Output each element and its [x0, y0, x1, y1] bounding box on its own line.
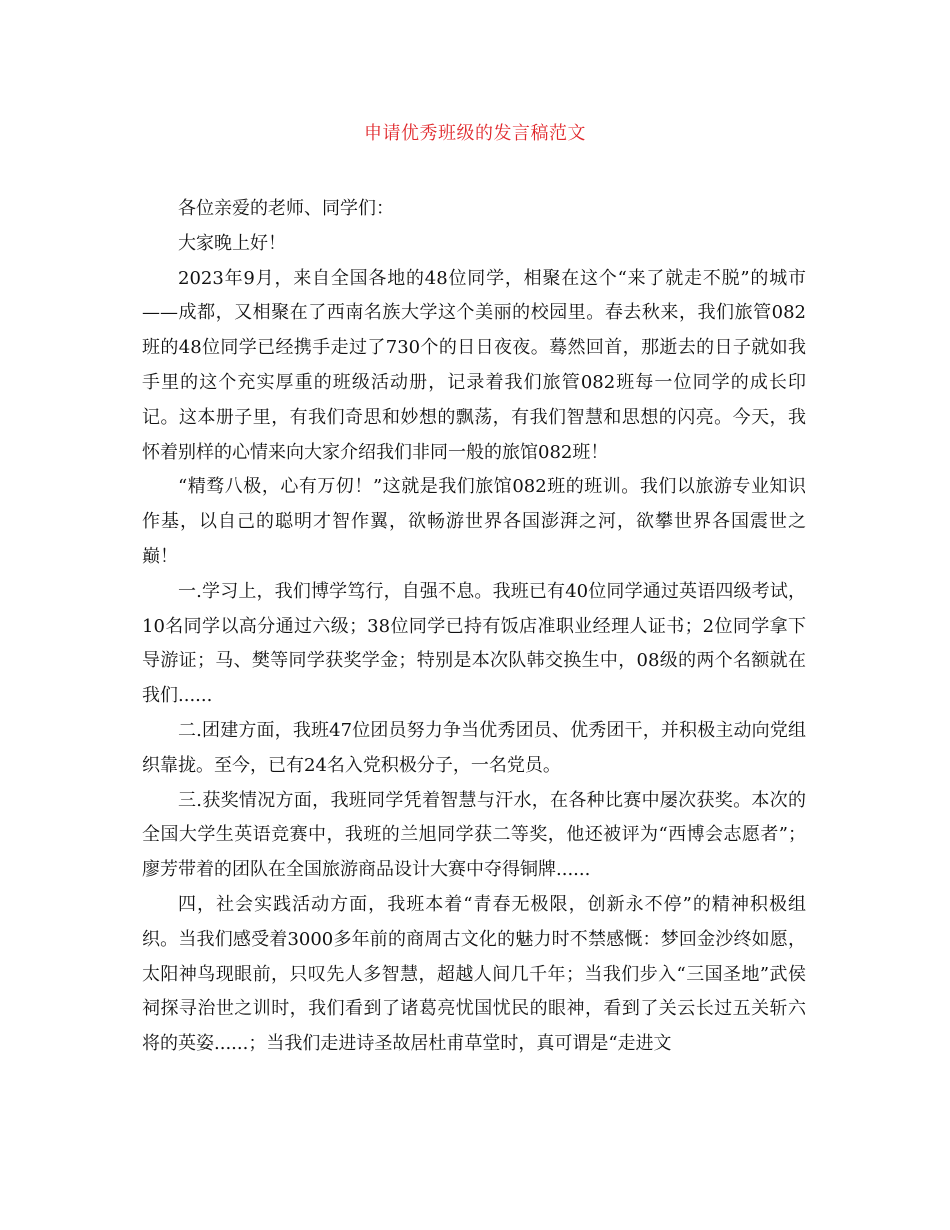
paragraph-league: 二.团建方面，我班47位团员努力争当优秀团员、优秀团干，并积极主动向党组织靠拢。至今，已有24名入党积极分子，一名党员。 [142, 719, 806, 776]
paragraph-motto: “精骛八极，心有万仞！”这就是我们旅馆082班的班训。我们以旅游专业知识作基，以自己的聪明才智作翼，欲畅游世界各国澎湃之河，欲攀世界各国震世之巅！ [142, 476, 806, 567]
document-body [142, 192, 806, 1062]
paragraph-practice: 四，社会实践活动方面，我班本着“青春无极限，创新永不停”的精神积极组织。当我们感受着3000多年前的商周古文化的魅力时不禁感慨：梦回金沙终如愿，太阳神鸟现眼前，只叹先人多智慧，超越人间几千年；当我们步入“三国圣地”武侯祠探寻治世之训时，我们看到了诸葛亮忧国忧民的眼神，看到了关云长过五关斩六将的英姿......；当我们走进诗圣故居杜甫草堂时，真可谓是“走进文 [142, 893, 806, 1055]
paragraph-intro: 2023年9月，来自全国各地的48位同学，相聚在这个“来了就走不脱”的城市——成都，又相聚在了西南名族大学这个美丽的校园里。春去秋来，我们旅管082班的48位同学已经携手走过了730个的日日夜夜。蓦然回首，那逝去的日子就如我手里的这个充实厚重的班级活动册，记录着我们旅管082班每一位同学的成长印记。这本册子里，有我们奇思和妙想的飘荡，有我们智慧和思想的闪亮。今天，我怀着别样的心情来向大家介绍我们非同一般的旅馆082班！ [142, 267, 806, 463]
paragraph-greeting: 大家晚上好！ [178, 232, 286, 254]
paragraph-study: 一.学习上，我们博学笃行，自强不息。我班已有40位同学通过英语四级考试，10名同学以高分通过六级；38位同学已持有饭店准职业经理人证书；2位同学拿下导游证；马、樊等同学获奖学金；特别是本次队韩交换生中，08级的两个名额就在我们...... [142, 580, 806, 707]
document-title: 申请优秀班级的发言稿范文 [364, 123, 586, 144]
paragraph-awards: 三.获奖情况方面，我班同学凭着智慧与汗水，在各种比赛中屡次获奖。本次的全国大学生英语竞赛中，我班的兰旭同学获二等奖，他还被评为“西博会志愿者”；廖芳带着的团队在全国旅游商品设计大赛中夺得铜牌...... [142, 789, 806, 881]
paragraph-salutation: 各位亲爱的老师、同学们： [178, 198, 394, 219]
